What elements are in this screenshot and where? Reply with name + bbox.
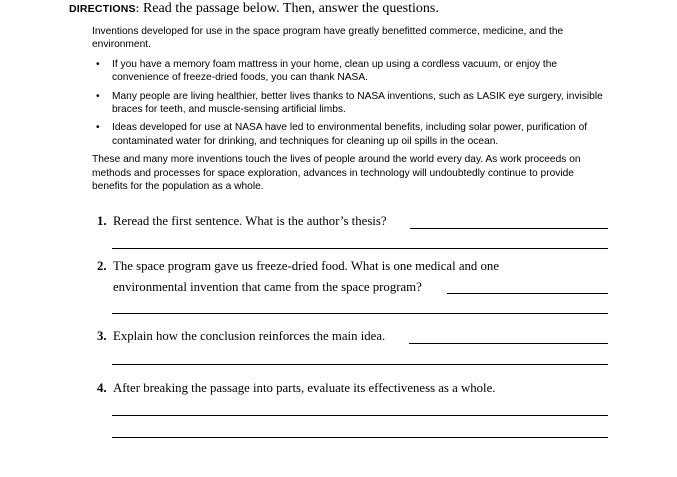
passage-bullet: • If you have a memory foam mattress in your home, clean up using a cordless vacuum, or enjoy the convenience of freeze-dried foods, you can thank NASA. — [112, 58, 612, 85]
question-text: After breaking the passage into parts, evaluate its effectiveness as a whole. — [113, 381, 496, 395]
passage-conclusion: These and many more inventions touch the lives of people around the world every day. As work proceeds on methods and processes for space exploration, advances in technology will undoubtedly continue to provide benefits for the population as a whole. — [92, 154, 581, 193]
answer-line-2b[interactable] — [112, 313, 608, 314]
question-number: 3. — [97, 329, 107, 343]
passage-intro: Inventions developed for use in the space program have greatly benefitted commerce, medicine, and the environment. — [92, 26, 564, 51]
answer-line-1a[interactable] — [410, 228, 608, 229]
question-4 — [97, 381, 495, 396]
question-text: Reread the first sentence. What is the author’s thesis? — [113, 214, 387, 228]
answer-line-4a[interactable] — [112, 415, 608, 416]
question-number: 4. — [97, 381, 107, 395]
answer-line-1b[interactable] — [112, 248, 608, 249]
question-3 — [97, 329, 385, 344]
reading-passage — [92, 25, 612, 193]
question-text: The space program gave us freeze-dried food. What is one medical and one — [113, 259, 499, 273]
directions-label: DIRECTIONS: — [69, 3, 140, 15]
passage-bullet: • Ideas developed for use at NASA have led to environmental benefits, including solar power, purification of contaminated water for drinking, and techniques for cleaning up oil spills in the ocean. — [112, 121, 612, 148]
question-2 — [97, 259, 499, 274]
question-number: 2. — [97, 259, 107, 273]
answer-line-3b[interactable] — [112, 364, 608, 365]
answer-line-2a[interactable] — [447, 293, 608, 294]
question-number: 1. — [97, 214, 107, 228]
question-1 — [97, 214, 387, 229]
question-text: Explain how the conclusion reinforces the main idea. — [113, 329, 386, 343]
answer-line-3a[interactable] — [409, 343, 608, 344]
passage-bullet: • Many people are living healthier, better lives thanks to NASA inventions, such as LASIK eye surgery, invisible braces for teeth, and muscle-sensing artificial limbs. — [112, 90, 612, 117]
directions-text: Read the passage below. Then, answer the questions. — [142, 1, 439, 16]
answer-line-4b[interactable] — [112, 437, 608, 438]
question-2-continued — [113, 280, 422, 295]
question-text: environmental invention that came from the space program? — [113, 280, 422, 294]
directions-line — [69, 1, 439, 17]
passage-bullet-list — [92, 58, 612, 148]
